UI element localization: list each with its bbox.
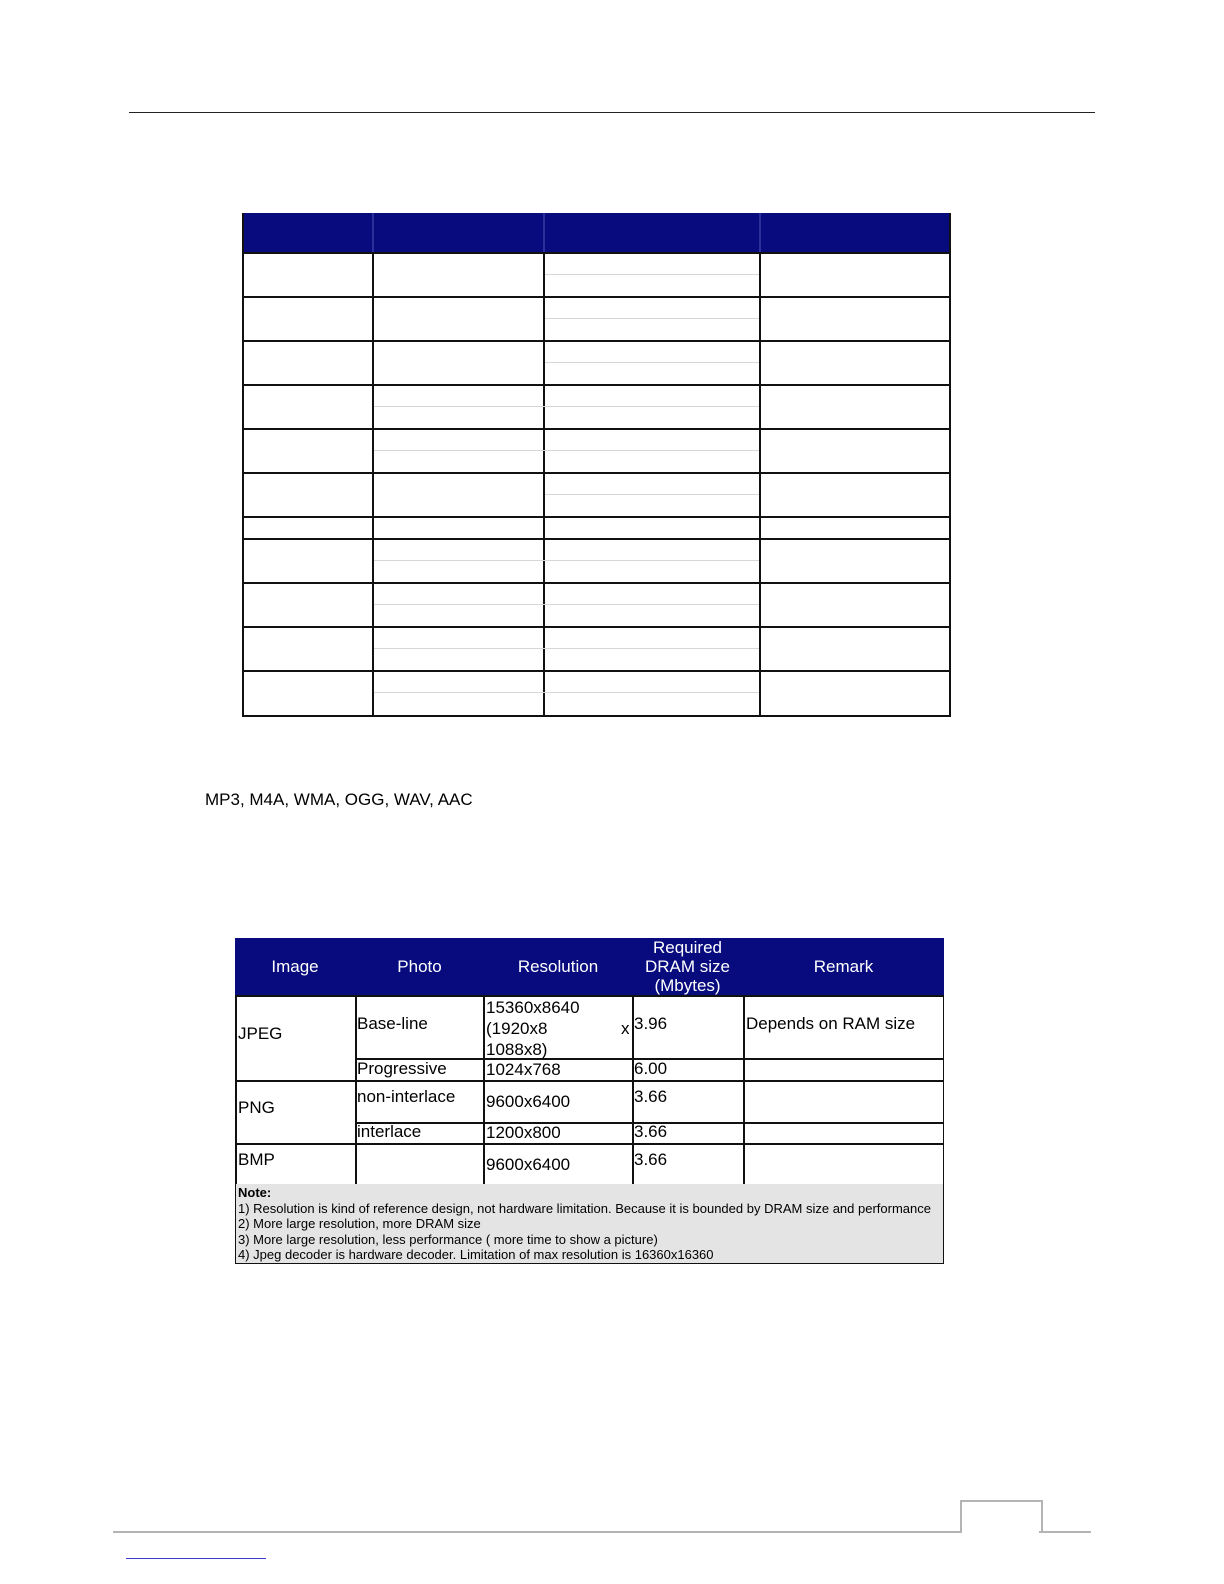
cell-bmp-image: BMP [238,1150,275,1169]
cell-png-noninterlace-dram: 3.66 [634,1087,668,1106]
cell-jpeg-image: JPEG [238,1024,283,1043]
cell-png-image: PNG [238,1098,275,1117]
table-note [235,1184,944,1264]
sub-row-divider [374,604,759,605]
row-divider [242,296,951,298]
header-divider [543,213,545,252]
row-divider [242,538,951,540]
row-divider [242,252,951,254]
image-format-table [235,938,944,1264]
cell-jpeg-baseline-res-2: (1920x8 [486,1019,548,1038]
header-rule [129,112,1095,113]
sub-row-divider [374,648,759,649]
cell-jpeg-baseline-remark: Depends on RAM size [746,1014,916,1033]
note-line-4: 4) Jpeg decoder is hardware decoder. Limitation of max resolution is 16360x16360 [238,1247,714,1263]
table-border [943,995,945,1185]
column-divider [743,995,745,1185]
video-format-table [242,213,951,717]
cell-png-interlace-dram: 3.66 [634,1122,668,1141]
sub-row-divider [374,692,759,693]
sub-row-divider [374,450,759,451]
row-divider [242,472,951,474]
row-divider [242,626,951,628]
column-divider [759,252,761,717]
cell-png-noninterlace-photo: non-interlace [357,1087,456,1106]
header-remark: Remark [813,957,874,976]
row-divider [242,582,951,584]
header-resolution: Resolution [517,957,599,976]
sub-row-divider [374,406,759,407]
cell-bmp-res: 9600x6400 [486,1155,571,1174]
row-divider [242,428,951,430]
row-divider [242,340,951,342]
column-divider [483,995,485,1185]
header-dram-line3: (Mbytes) [654,976,721,995]
header-divider [759,213,761,252]
cell-png-interlace-res: 1200x800 [486,1123,561,1142]
header-image: Image [271,957,319,976]
footer-rule [113,1531,961,1533]
note-line-3: 3) More large resolution, less performance ( more time to show a picture) [238,1231,658,1247]
table-border [949,213,951,717]
cell-jpeg-baseline-res-1: 15360x8640 [486,998,580,1017]
header-dram [632,938,743,995]
cell-png-noninterlace-res: 9600x6400 [486,1092,571,1111]
cell-jpeg-progressive-photo: Progressive [357,1059,447,1078]
cell-jpeg-baseline-photo: Base-line [357,1014,428,1033]
video-table-header [242,213,951,252]
row-divider [235,1143,944,1145]
row-divider [242,516,951,518]
note-line-1: 1) Resolution is kind of reference design, not hardware limitation. Because it is bounded by DRAM size and performance [238,1200,931,1216]
sub-row-divider [545,362,759,363]
table-border [235,995,237,1185]
row-divider [235,995,944,997]
cell-jpeg-baseline-dram: 3.96 [634,1014,668,1033]
cell-jpeg-baseline-res-3: 1088x8) [486,1040,548,1059]
sub-row-divider [374,560,759,561]
note-line-2: 2) More large resolution, more DRAM size [238,1216,481,1232]
footer-rule [1039,1531,1091,1533]
header-dram-line2: DRAM size [644,957,730,976]
sub-row-divider [545,318,759,319]
cell-jpeg-baseline-res-x: x [621,1019,630,1038]
table-border [242,715,951,717]
cell-png-interlace-photo: interlace [357,1122,422,1141]
table-border [242,213,244,717]
header-dram-line1: Required [653,938,722,957]
sub-row-divider [545,494,759,495]
footer-link-underline[interactable] [126,1558,266,1559]
row-divider [235,1080,944,1082]
note-title: Note: [238,1185,272,1200]
row-divider [242,384,951,386]
header-divider [372,213,374,252]
row-divider [242,670,951,672]
cell-bmp-dram: 3.66 [634,1150,668,1169]
page-number-box [960,1500,1043,1533]
cell-jpeg-progressive-res: 1024x768 [486,1060,561,1079]
cell-jpeg-progressive-dram: 6.00 [634,1059,668,1078]
header-photo: Photo [397,957,442,976]
sub-row-divider [545,274,759,275]
audio-formats-text: MP3, M4A, WMA, OGG, WAV, AAC [205,790,473,809]
